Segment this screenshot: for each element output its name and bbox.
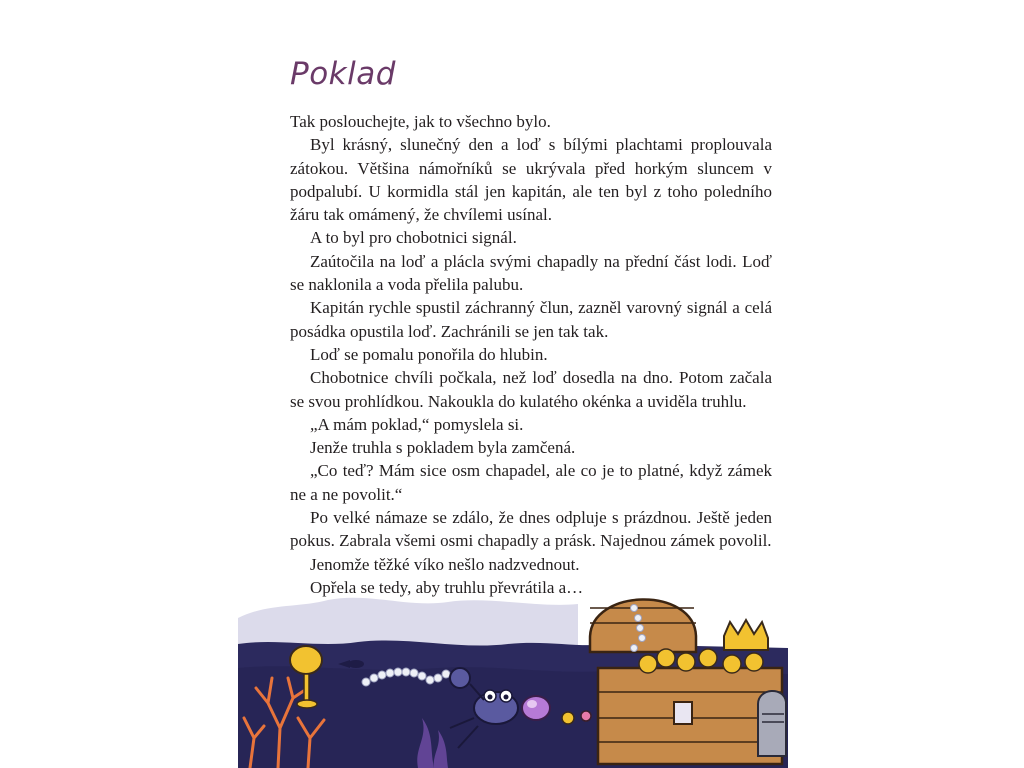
paragraph: Tak poslouchejte, jak to všechno bylo. [290, 112, 551, 131]
paragraph: Jenomže těžké víko nešlo nadzvednout. [310, 554, 580, 574]
paragraph: Loď se pomalu ponořila do hlubin. [310, 344, 548, 364]
seabed-illustration [238, 578, 788, 768]
paragraph: Zaútočila na loď a plácla svými chapadly na přední část lodi. Loď se naklonila a voda přelila palubu. [290, 251, 772, 295]
paragraph: Jenže truhla s pokladem byla zamčená. [310, 438, 576, 458]
book-page [238, 0, 788, 768]
paragraph: A to byl pro chobotnici signál. [310, 228, 517, 248]
paragraph: Kapitán rychle spustil záchranný člun, zazněl varovný signál a celá posádka opustila loď. Zachránili se jen tak tak. [290, 298, 772, 341]
helmet-icon [758, 691, 786, 756]
story-text [290, 110, 772, 599]
paragraph: Opřela se tedy, aby truhlu převrátila a… [310, 577, 584, 597]
gem-icon [522, 696, 550, 720]
paragraph: „A mám poklad,“ pomyslela si. [310, 414, 524, 434]
page-title: Poklad [290, 56, 396, 92]
paragraph: Byl krásný, slunečný den a loď s bílými plachtami proplouvala zátokou. Většina námořníků se ukrývala před horkým sluncem v podpalubí. U kormidla stál jen kapitán, ale ten byl z toho poledního žáru tak omámený, že chvílemi usínal. [290, 135, 772, 225]
paragraph: Chobotnice chvíli počkala, než loď dosedla na dno. Potom začala se svou prohlídkou. Nakoukla do kulatého okénka a uviděla truhlu. [290, 368, 772, 411]
paragraph: Po velké námaze se zdálo, že dnes odpluje s prázdnou. Ještě jeden pokus. Zabrala všemi osmi chapadly a prásk. Najednou zámek povolil. [290, 508, 772, 551]
treasure-chest-icon [590, 599, 782, 764]
paragraph: „Co teď? Mám sice osm chapadel, ale co je to platné, když zámek ne a ne povolit.“ [290, 461, 772, 504]
